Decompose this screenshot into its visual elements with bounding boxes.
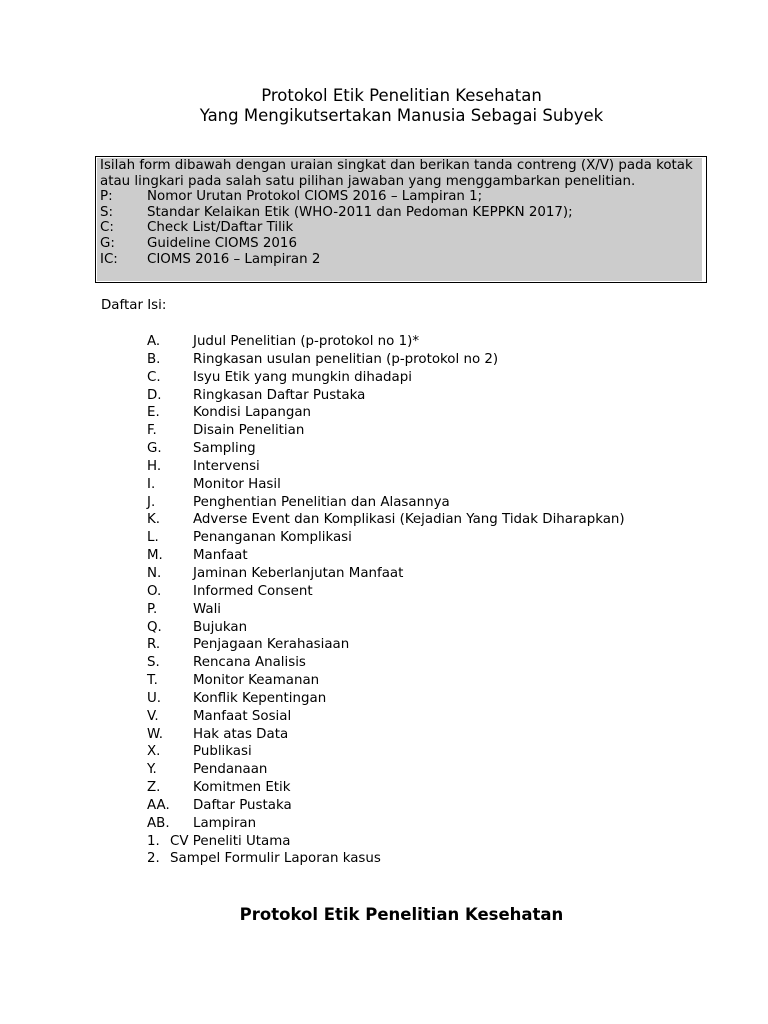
toc-text: Sampling xyxy=(193,441,256,457)
toc-letter: L. xyxy=(147,530,159,546)
toc-text: Judul Penelitian (p-protokol no 1)* xyxy=(193,334,420,349)
instruction-text xyxy=(100,158,700,267)
toc-letter: AB. xyxy=(147,815,170,831)
toc-letter: P. xyxy=(147,601,158,617)
table-of-contents-label: Daftar Isi: xyxy=(101,298,167,313)
toc-text: Informed Consent xyxy=(193,583,313,599)
toc-text: Rencana Analisis xyxy=(193,655,306,671)
code-row-s xyxy=(100,205,700,221)
toc-item xyxy=(147,565,625,583)
code-row-c xyxy=(100,220,700,236)
code-key: C: xyxy=(100,220,114,236)
toc-letter: J. xyxy=(147,494,156,510)
instruction-intro: Isilah form dibawah dengan uraian singkat dan berikan tanda contreng (X/V) pada kotak atau lingkari pada salah satu pilihan jawaban yang menggambarkan penelitian. xyxy=(100,158,693,189)
code-row-p xyxy=(100,189,700,205)
code-key: G: xyxy=(100,235,115,251)
toc-letter: Y. xyxy=(147,762,157,778)
instruction-box xyxy=(95,156,707,283)
toc-text: Adverse Event dan Komplikasi (Kejadian Yang Tidak Diharapkan) xyxy=(193,512,625,528)
toc-item xyxy=(147,636,625,654)
toc-text: Daftar Pustaka xyxy=(193,797,292,813)
toc-letter: U. xyxy=(147,690,162,706)
toc-item xyxy=(147,815,625,833)
toc-text: Penghentian Penelitian dan Alasannya xyxy=(193,494,450,510)
toc-item xyxy=(147,404,625,422)
toc-letter: D. xyxy=(147,387,162,403)
toc-letter: AA. xyxy=(147,797,170,813)
toc-letter: Q. xyxy=(147,619,162,635)
toc-item xyxy=(147,601,625,619)
toc-letter: S. xyxy=(147,655,160,671)
toc-text: Publikasi xyxy=(193,744,252,760)
appendix-item xyxy=(147,850,625,868)
toc-text: Konflik Kepentingan xyxy=(193,690,327,706)
toc-item xyxy=(147,797,625,815)
toc-text: Manfaat xyxy=(193,548,248,564)
toc-item xyxy=(147,654,625,672)
toc-letter: F. xyxy=(147,423,157,439)
toc-text: Komitmen Etik xyxy=(193,780,291,796)
toc-letter: K. xyxy=(147,512,161,528)
toc-item xyxy=(147,333,625,351)
toc-letter: Z. xyxy=(147,780,161,796)
toc-text: Pendanaan xyxy=(193,762,268,778)
appendix-text: CV Peneliti Utama xyxy=(170,833,291,849)
toc-item xyxy=(147,440,625,458)
toc-letter: W. xyxy=(147,726,163,742)
toc-letter: C. xyxy=(147,369,161,385)
toc-item xyxy=(147,458,625,476)
toc-item xyxy=(147,672,625,690)
toc-item xyxy=(147,619,625,637)
code-row-g xyxy=(100,236,700,252)
toc-item xyxy=(147,779,625,797)
toc-item xyxy=(147,708,625,726)
toc-item xyxy=(147,529,625,547)
toc-text: Monitor Keamanan xyxy=(193,673,320,689)
code-desc: Guideline CIOMS 2016 xyxy=(147,235,297,251)
appendix-item xyxy=(147,833,625,851)
toc-text: Penjagaan Kerahasiaan xyxy=(193,637,350,653)
toc-letter: H. xyxy=(147,458,162,474)
code-row-ic xyxy=(100,252,700,268)
code-key: P: xyxy=(100,189,113,205)
toc-text: Ringkasan usulan penelitian (p-protokol no 2) xyxy=(193,351,499,367)
toc-text: Kondisi Lapangan xyxy=(193,405,312,421)
toc-letter: B. xyxy=(147,351,161,367)
code-desc: Check List/Daftar Tilik xyxy=(147,220,294,236)
toc-item xyxy=(147,583,625,601)
toc-letter: X. xyxy=(147,744,161,760)
toc-letter: A. xyxy=(147,334,161,349)
toc-item xyxy=(147,369,625,387)
toc-item xyxy=(147,743,625,761)
toc-letter: V. xyxy=(147,708,159,724)
document-title-line-2: Yang Mengikutsertakan Manusia Sebagai Subyek xyxy=(199,106,604,125)
toc-letter: N. xyxy=(147,565,162,581)
code-key: S: xyxy=(100,204,114,220)
toc-item xyxy=(147,511,625,529)
toc-item xyxy=(147,494,625,512)
toc-item xyxy=(147,690,625,708)
toc-text: Ringkasan Daftar Pustaka xyxy=(193,387,366,403)
toc-text: Manfaat Sosial xyxy=(193,708,292,724)
section-heading: Protokol Etik Penelitian Kesehatan xyxy=(239,905,564,924)
code-desc: Nomor Urutan Protokol CIOMS 2016 – Lampiran 1; xyxy=(147,189,483,205)
toc-text: Wali xyxy=(193,601,222,617)
document-title-line-1: Protokol Etik Penelitian Kesehatan xyxy=(261,86,542,105)
toc-item xyxy=(147,547,625,565)
toc-text: Jaminan Keberlanjutan Manfaat xyxy=(193,565,404,581)
toc-item xyxy=(147,761,625,779)
toc-text: Disain Penelitian xyxy=(193,423,305,439)
appendix-text: Sampel Formulir Laporan kasus xyxy=(170,851,381,867)
toc-item xyxy=(147,726,625,744)
toc-text: Monitor Hasil xyxy=(193,476,281,492)
toc-text: Lampiran xyxy=(193,815,257,831)
toc-letter: I. xyxy=(147,476,156,492)
toc-letter: G. xyxy=(147,441,162,457)
toc-item xyxy=(147,351,625,369)
code-desc: Standar Kelaikan Etik (WHO-2011 dan Pedoman KEPPKN 2017); xyxy=(147,204,573,220)
appendix-number: 1. xyxy=(147,833,160,849)
toc-text: Intervensi xyxy=(193,458,260,474)
toc-item xyxy=(147,422,625,440)
toc-letter: O. xyxy=(147,583,162,599)
toc-letter: T. xyxy=(147,673,158,689)
code-desc: CIOMS 2016 – Lampiran 2 xyxy=(147,251,321,267)
code-key: IC: xyxy=(100,251,118,267)
toc-text: Bujukan xyxy=(193,619,248,635)
toc-text: Penanganan Komplikasi xyxy=(193,530,352,546)
appendix-number: 2. xyxy=(147,851,160,867)
toc-letter: E. xyxy=(147,405,160,421)
toc-text: Hak atas Data xyxy=(193,726,289,742)
toc-text: Isyu Etik yang mungkin dihadapi xyxy=(193,369,412,385)
toc-item xyxy=(147,476,625,494)
toc-letter: R. xyxy=(147,637,161,653)
table-of-contents-list xyxy=(147,333,625,868)
toc-letter: M. xyxy=(147,548,163,564)
toc-item xyxy=(147,387,625,405)
